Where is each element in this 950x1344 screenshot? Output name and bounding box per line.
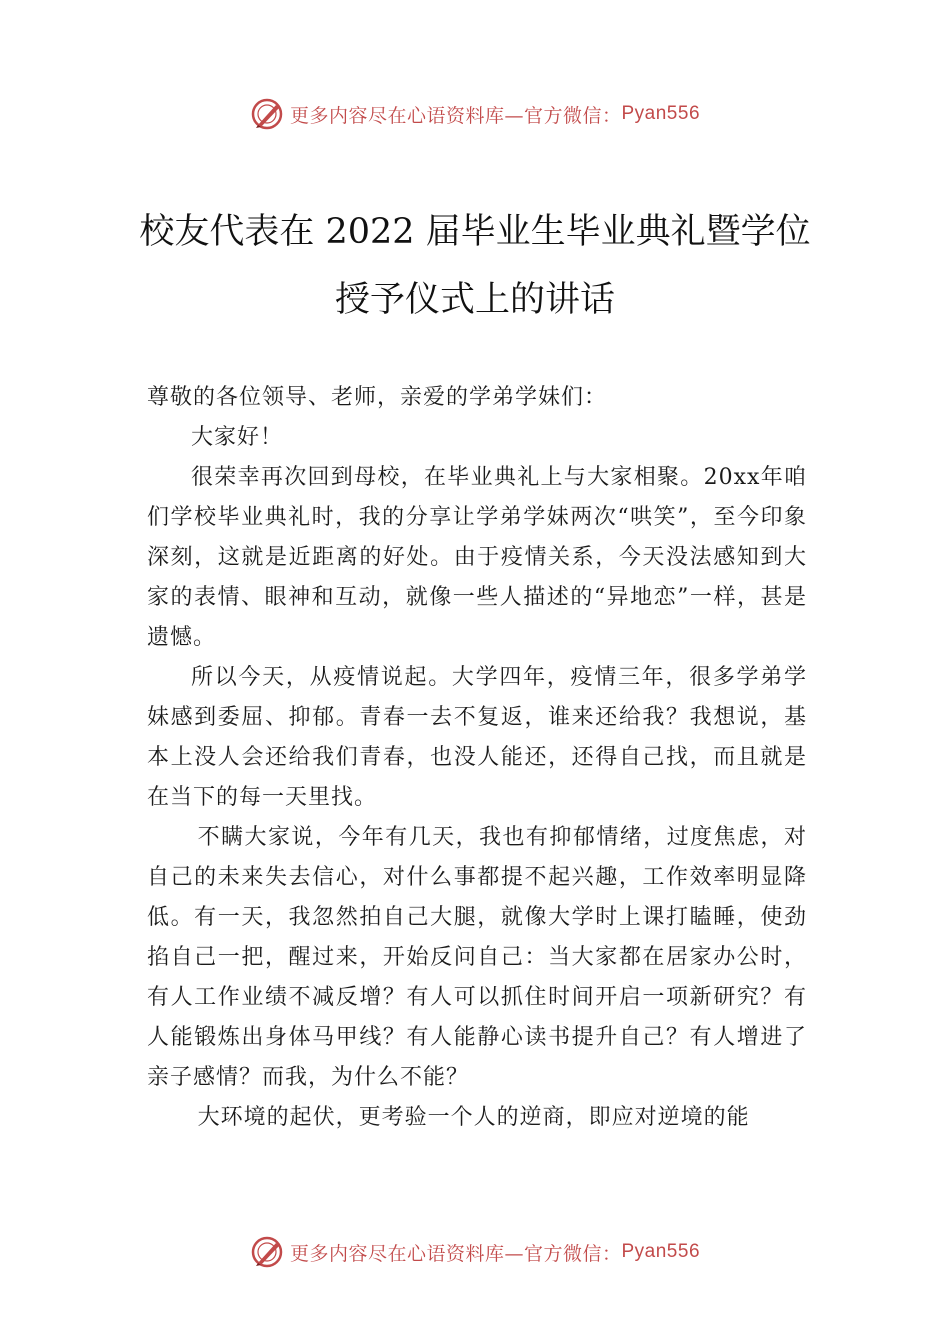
greeting: 大家好！ xyxy=(191,425,284,450)
paragraph-2: 所以今天，从疫情说起。大学四年，疫情三年，很多学弟学妹感到委屈、抑郁。青春一去不复返，谁来还给我？我想说，基本上没人会还给我们青春，也没人能还，还得自己找，而且就是在当下的每一天里找。 xyxy=(147,665,807,810)
paragraph-4: 大环境的起伏，更考验一个人的逆商，即应对逆境的能 xyxy=(197,1105,750,1130)
header-banner xyxy=(0,94,950,134)
banner-text: 更多内容尽在心语资料库—官方微信： xyxy=(289,104,622,127)
pen-circle-logo-icon xyxy=(250,1235,284,1269)
document-body xyxy=(147,378,807,1138)
document-title-line-1: 校友代表在 2022 届毕业生毕业典礼暨学位 xyxy=(139,212,811,252)
footer-banner xyxy=(0,1232,950,1272)
banner-text: 更多内容尽在心语资料库—官方微信： xyxy=(289,1242,622,1265)
salutation: 尊敬的各位领导、老师，亲爱的学弟学妹们： xyxy=(147,385,608,410)
banner-wechat-id: Pyan556 xyxy=(621,103,701,124)
pen-circle-logo-icon xyxy=(250,97,284,131)
banner-wechat-id: Pyan556 xyxy=(621,1241,701,1262)
paragraph-1: 很荣幸再次回到母校，在毕业典礼上与大家相聚。20xx年咱们学校毕业典礼时，我的分享让学弟学妹两次“哄笑”，至今印象深刻，这就是近距离的好处。由于疫情关系，今天没法感知到大家的表情、眼神和互动，就像一些人描述的“异地恋”一样，甚是遗憾。 xyxy=(147,465,807,650)
paragraph-3: 不瞒大家说，今年有几天，我也有抑郁情绪，过度焦虑，对自己的未来失去信心，对什么事都提不起兴趣，工作效率明显降低。有一天，我忽然拍自己大腿，就像大学时上课打瞌睡，使劲掐自己一把，醒过来，开始反问自己：当大家都在居家办公时，有人工作业绩不减反增？有人可以抓住时间开启一项新研究？有人能锻炼出身体马甲线？有人能静心读书提升自己？有人增进了亲子感情？而我，为什么不能？ xyxy=(147,825,807,1090)
document-title-line-2: 授予仪式上的讲话 xyxy=(334,280,615,320)
